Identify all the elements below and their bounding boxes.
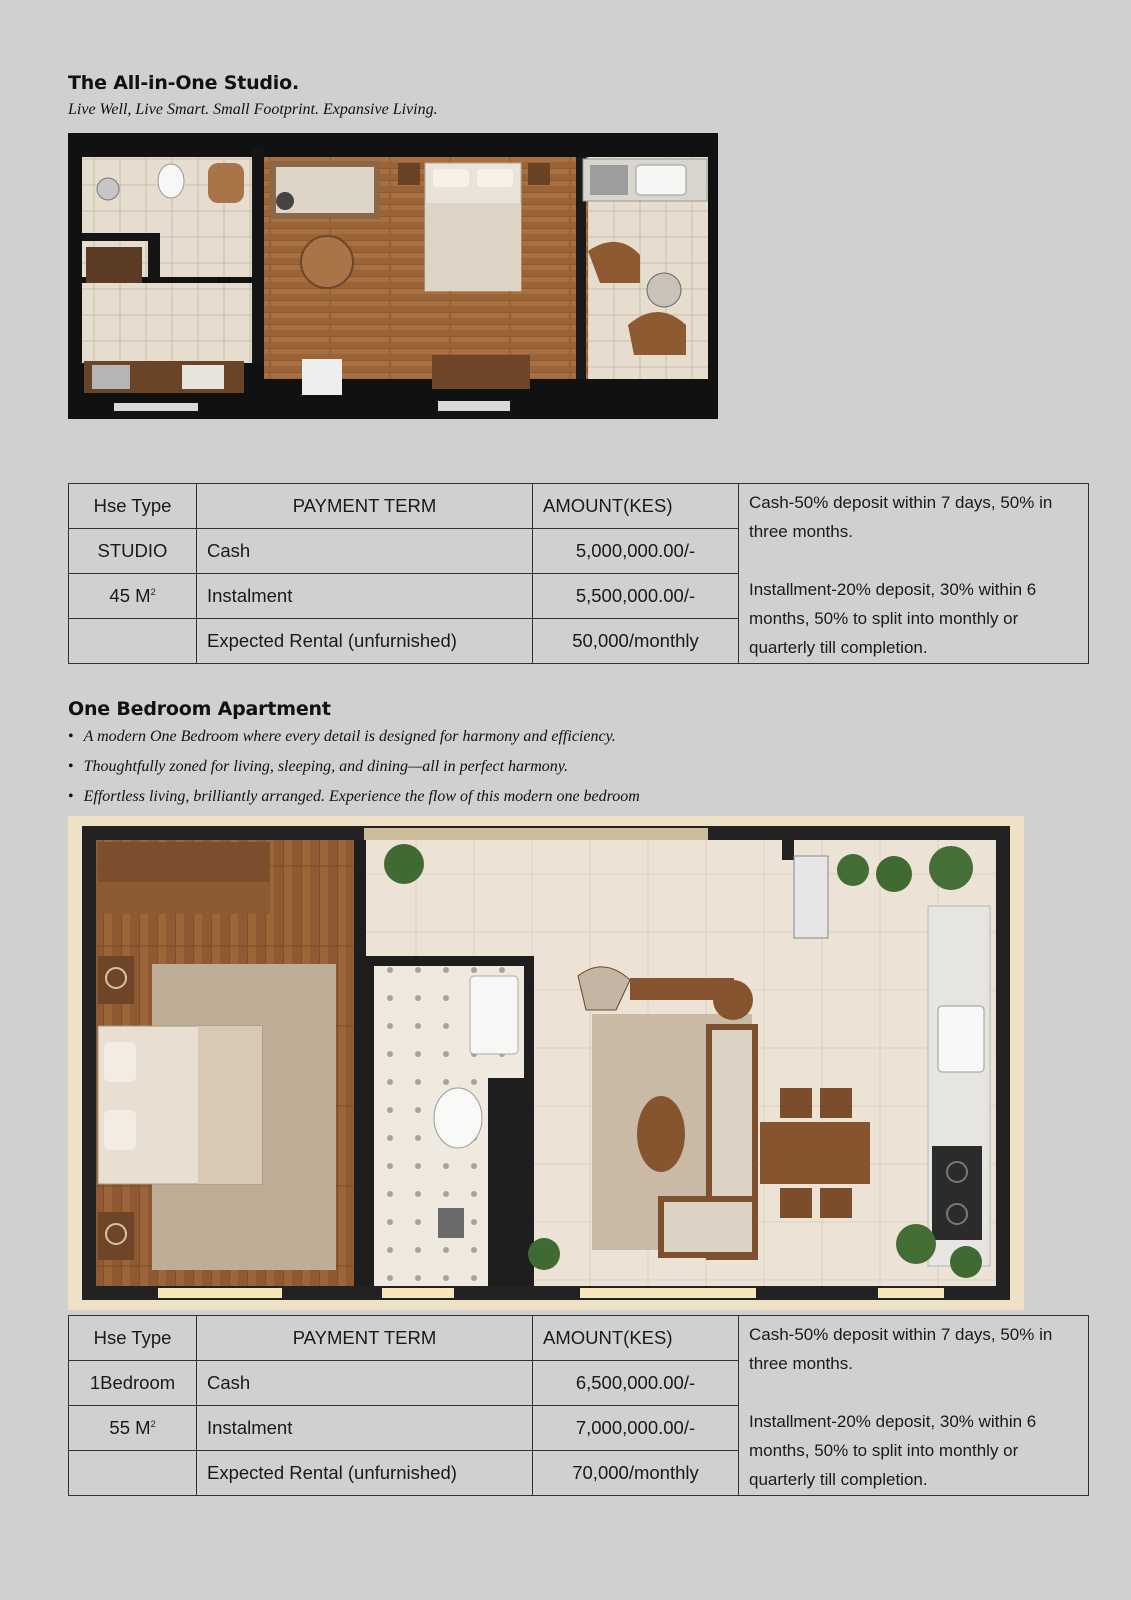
table-header-row xyxy=(69,484,1089,529)
area-value: 45 M xyxy=(109,585,151,606)
hse-type-cell: STUDIO xyxy=(69,529,197,574)
area-value: 55 M xyxy=(109,1417,151,1438)
table-header-row xyxy=(69,1316,1089,1361)
amount-cell: 50,000/monthly xyxy=(533,619,739,664)
cash-note: Cash-50% deposit within 7 days, 50% in three months. xyxy=(749,493,1053,541)
payment-term-cell: Instalment xyxy=(197,574,533,619)
header-amount: AMOUNT(KES) xyxy=(533,484,739,529)
payment-notes xyxy=(739,1316,1089,1496)
area-unit-superscript: 2 xyxy=(150,587,156,597)
amount-cell: 6,500,000.00/- xyxy=(533,1361,739,1406)
installment-note: Installment-20% deposit, 30% within 6 months, 50% to split into monthly or quarterly till completion. xyxy=(749,580,1037,657)
hse-type-cell xyxy=(69,1451,197,1496)
hse-type-cell xyxy=(69,574,197,619)
header-hse-type: Hse Type xyxy=(69,484,197,529)
payment-term-cell: Cash xyxy=(197,1361,533,1406)
list-item: • A modern One Bedroom where every detail is designed for harmony and efficiency. xyxy=(68,722,640,752)
hse-type-cell xyxy=(69,619,197,664)
amount-cell: 5,500,000.00/- xyxy=(533,574,739,619)
payment-term-cell: Instalment xyxy=(197,1406,533,1451)
amount-cell: 7,000,000.00/- xyxy=(533,1406,739,1451)
header-payment-term: PAYMENT TERM xyxy=(197,1316,533,1361)
payment-term-cell: Cash xyxy=(197,529,533,574)
studio-payment-table xyxy=(68,483,1089,664)
studio-floor-plan xyxy=(68,133,718,419)
amount-cell: 5,000,000.00/- xyxy=(533,529,739,574)
one-bedroom-title: One Bedroom Apartment xyxy=(68,698,331,720)
one-bedroom-floor-plan xyxy=(68,816,1024,1310)
header-payment-term: PAYMENT TERM xyxy=(197,484,533,529)
list-item: • Thoughtfully zoned for living, sleeping, and dining—all in perfect harmony. xyxy=(68,752,640,782)
hse-type-cell xyxy=(69,1406,197,1451)
studio-title: The All-in-One Studio. xyxy=(68,72,299,94)
installment-note: Installment-20% deposit, 30% within 6 months, 50% to split into monthly or quarterly till completion. xyxy=(749,1412,1037,1489)
amount-cell: 70,000/monthly xyxy=(533,1451,739,1496)
one-bedroom-bullets xyxy=(68,722,640,812)
header-hse-type: Hse Type xyxy=(69,1316,197,1361)
one-bedroom-payment-table xyxy=(68,1315,1089,1496)
header-amount: AMOUNT(KES) xyxy=(533,1316,739,1361)
cash-note: Cash-50% deposit within 7 days, 50% in three months. xyxy=(749,1325,1053,1373)
area-unit-superscript: 2 xyxy=(150,1419,156,1429)
payment-term-cell: Expected Rental (unfurnished) xyxy=(197,619,533,664)
payment-notes xyxy=(739,484,1089,664)
list-item: • Effortless living, brilliantly arranged. Experience the flow of this modern one bedroom xyxy=(68,782,640,812)
payment-term-cell: Expected Rental (unfurnished) xyxy=(197,1451,533,1496)
hse-type-cell: 1Bedroom xyxy=(69,1361,197,1406)
studio-tagline: Live Well, Live Smart. Small Footprint. Expansive Living. xyxy=(68,101,438,118)
